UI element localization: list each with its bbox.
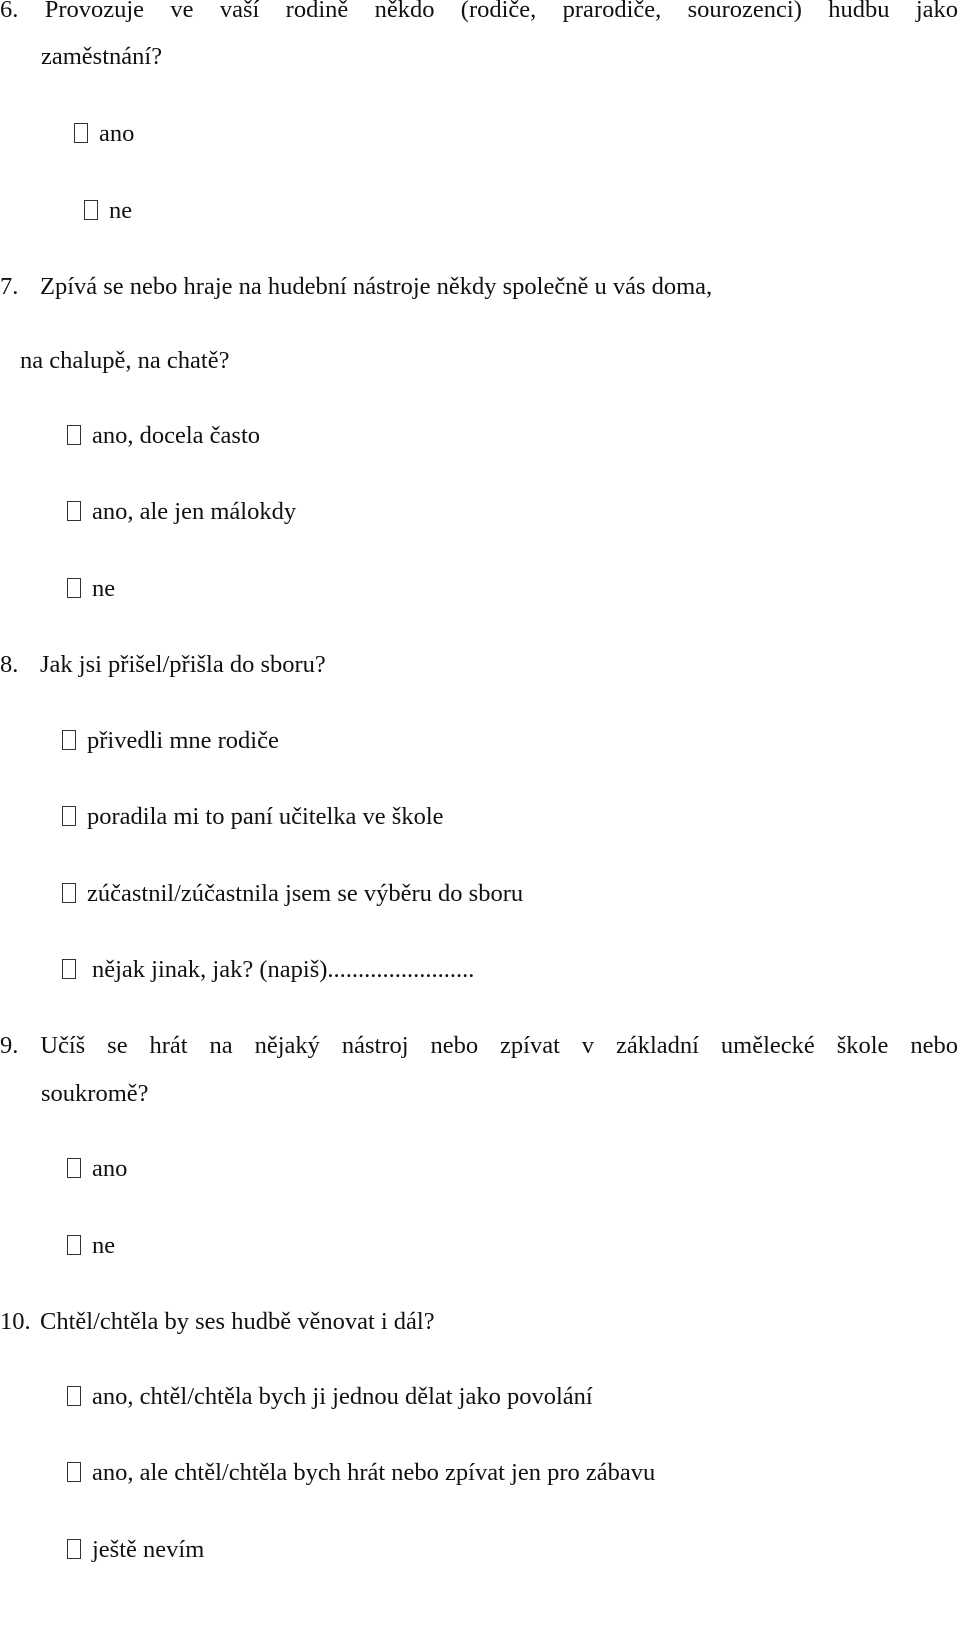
question-7-number: 7. — [0, 273, 19, 300]
checkbox-icon[interactable] — [62, 730, 76, 750]
question-8-option-2[interactable] — [62, 802, 444, 832]
question-9-line1 — [0, 1031, 958, 1061]
option-label: nějak jinak, jak? (napiš)... — [92, 956, 346, 983]
question-6-number: 6. — [0, 0, 19, 23]
dotted-fill-line: ..................... — [345, 956, 475, 983]
option-label: ne — [109, 197, 133, 224]
question-6-text-cont: zaměstnání? — [41, 43, 163, 70]
option-label: ne — [92, 1232, 116, 1259]
question-10-number: 10. — [0, 1308, 31, 1335]
option-label: ano — [99, 120, 135, 147]
question-6-text: Provozuje ve vaší rodině někdo (rodiče, prarodiče, sourozenci) hudbu jako — [44, 0, 958, 23]
question-8-option-3[interactable] — [62, 879, 523, 909]
checkbox-icon[interactable] — [67, 425, 81, 445]
option-label: přivedli mne rodiče — [87, 727, 279, 754]
checkbox-icon[interactable] — [67, 1539, 81, 1559]
question-7-text: Zpívá se nebo hraje na hudební nástroje někdy společně u vás doma, — [40, 273, 713, 300]
option-label: ne — [92, 575, 116, 602]
checkbox-icon[interactable] — [74, 123, 88, 143]
question-10-line1 — [0, 1307, 435, 1337]
checkbox-icon[interactable] — [67, 1158, 81, 1178]
question-6-option-2[interactable] — [84, 196, 132, 226]
option-label: ano, ale chtěl/chtěla bych hrát nebo zpívat jen pro zábavu — [92, 1459, 656, 1486]
option-label: ještě nevím — [92, 1536, 205, 1563]
option-label: ano, ale jen málokdy — [92, 498, 297, 525]
checkbox-icon[interactable] — [84, 200, 98, 220]
checkbox-icon[interactable] — [62, 806, 76, 826]
checkbox-icon[interactable] — [67, 578, 81, 598]
question-7-option-3[interactable] — [67, 574, 115, 604]
question-8-text: Jak jsi přišel/přišla do sboru? — [40, 651, 326, 678]
question-10-option-3[interactable] — [67, 1535, 204, 1565]
checkbox-icon[interactable] — [67, 1462, 81, 1482]
question-9-text: Učíš se hrát na nějaký nástroj nebo zpívat v základní umělecké škole nebo — [40, 1032, 958, 1059]
question-8-number: 8. — [0, 651, 19, 678]
question-9-option-2[interactable] — [67, 1231, 115, 1261]
question-10-text: Chtěl/chtěla by ses hudbě věnovat i dál? — [40, 1308, 435, 1335]
question-8-line1 — [0, 650, 326, 680]
option-label: zúčastnil/zúčastnila jsem se výběru do sboru — [87, 880, 524, 907]
question-9-option-1[interactable] — [67, 1154, 127, 1184]
question-7-option-1[interactable] — [67, 421, 260, 451]
option-label: ano, chtěl/chtěla bych ji jednou dělat jako povolání — [92, 1383, 593, 1410]
question-9-number: 9. — [0, 1032, 19, 1059]
question-6-option-1[interactable] — [74, 119, 134, 149]
checkbox-icon[interactable] — [62, 959, 76, 979]
question-6-line1 — [0, 0, 958, 25]
option-label: ano — [92, 1155, 128, 1182]
question-7-text-cont: na chalupě, na chatě? — [20, 347, 230, 374]
question-7-line1 — [0, 272, 712, 302]
question-9-text-cont: soukromě? — [41, 1080, 149, 1107]
option-label: ano, docela často — [92, 422, 261, 449]
checkbox-icon[interactable] — [67, 1386, 81, 1406]
checkbox-icon[interactable] — [67, 1235, 81, 1255]
option-label: poradila mi to paní učitelka ve škole — [87, 803, 444, 830]
question-8-option-1[interactable] — [62, 726, 279, 756]
checkbox-icon[interactable] — [67, 501, 81, 521]
question-7-option-2[interactable] — [67, 497, 296, 527]
question-10-option-1[interactable] — [67, 1382, 593, 1412]
question-10-option-2[interactable] — [67, 1458, 655, 1488]
question-8-option-4[interactable] — [62, 955, 474, 985]
checkbox-icon[interactable] — [62, 883, 76, 903]
